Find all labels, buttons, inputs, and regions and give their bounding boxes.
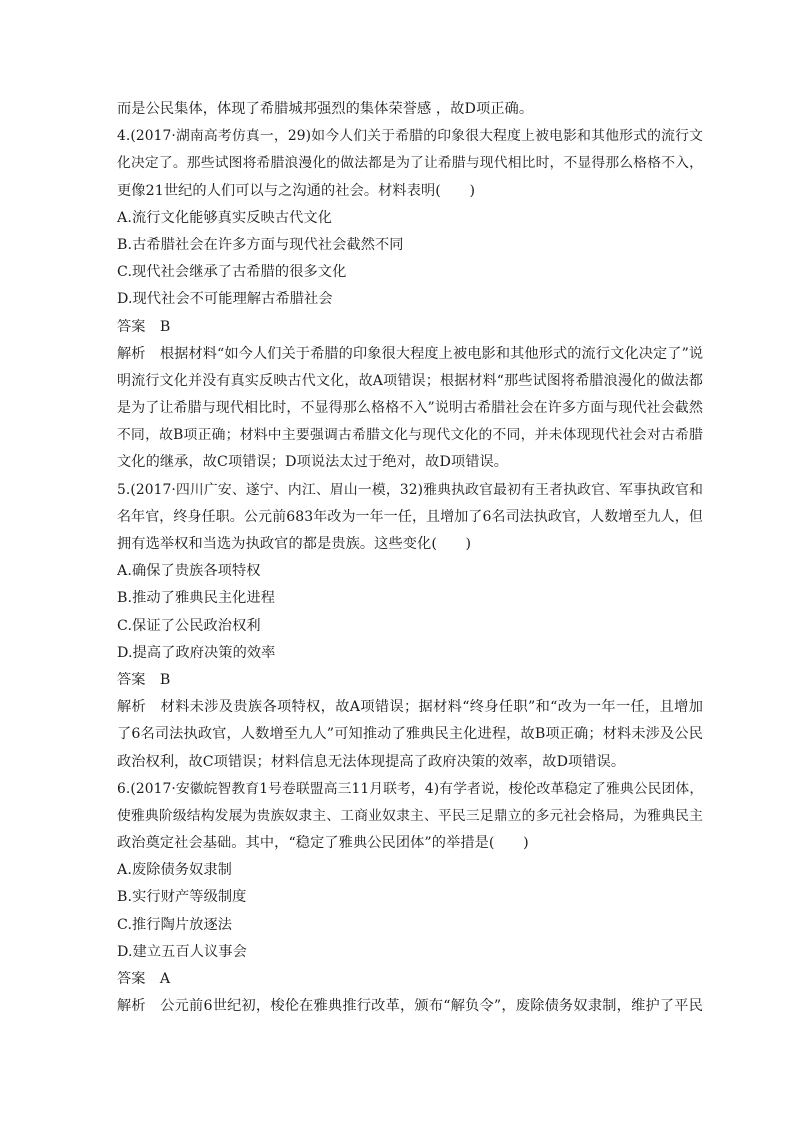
- text-line: A.废除债务奴隶制: [117, 862, 232, 879]
- text-line: 更像21世纪的人们可以与之沟通的社会。材料表明( ): [117, 182, 476, 199]
- text-line: 答案 B: [117, 671, 171, 688]
- text-line: 是为了让希腊与现代相比时，不显得那么格格不入”说明古希腊社会在许多方面与现代社会截然: [117, 400, 703, 417]
- text-line: 不同，故B项正确；材料中主要强调古希腊文化与现代文化的不同，并未体现现代社会对古希腊: [117, 427, 703, 444]
- text-line: 明流行文化并没有真实反映古代文化，故A项错误；根据材料“那些试图将希腊浪漫化的做法都: [117, 372, 703, 389]
- text-line: 化决定了。那些试图将希腊浪漫化的做法都是为了让希腊与现代相比时，不显得那么格格不入，: [117, 155, 703, 172]
- text-line: B.实行财产等级制度: [117, 889, 247, 906]
- text-line: 使雅典阶级结构发展为贵族奴隶主、工商业奴隶主、平民三足鼎立的多元社会格局，为雅典民主: [117, 807, 703, 824]
- text-line: 4.(2017·湖南高考仿真一，29)如今人们关于希腊的印象很大程度上被电影和其他形式的流行文: [117, 128, 703, 145]
- text-line: B.古希腊社会在许多方面与现代社会截然不同: [117, 236, 404, 253]
- text-line: D.建立五百人议事会: [117, 943, 247, 960]
- text-line: 解析 材料未涉及贵族各项特权，故A项错误；据材料“终身任职”和“改为一年一任，且增加: [117, 699, 703, 716]
- text-line: 拥有选举权和当选为执政官的都是贵族。这些变化( ): [117, 536, 472, 552]
- text-line: C.保证了公民政治权利: [117, 617, 261, 634]
- text-line: A.流行文化能够真实反映古代文化: [117, 209, 332, 226]
- text-line: 5.(2017·四川广安、遂宁、内江、眉山一模，32)雅典执政官最初有王者执政官、军事执政官和: [117, 481, 703, 498]
- document-page: [117, 96, 703, 1020]
- text-line: 解析 根据材料“如今人们关于希腊的印象很大程度上被电影和其他形式的流行文化决定了”说: [117, 345, 704, 362]
- text-line: 解析 公元前6世纪初，梭伦在雅典推行改革，颁布“解负令”，废除债务奴隶制，维护了平民: [117, 998, 703, 1015]
- text-line: A.确保了贵族各项特权: [117, 563, 261, 580]
- text-line: 而是公民集体，体现了希腊城邦强烈的集体荣誉感 ，故D项正确。: [117, 101, 534, 117]
- text-line: 答案 A: [117, 971, 171, 987]
- text-line: 政治奠定社会基础。其中，“稳定了雅典公民团体”的举措是( ): [117, 835, 529, 852]
- text-line: 文化的继承，故C项错误；D项说法太过于绝对，故D项错误。: [117, 454, 509, 471]
- text-line: C.推行陶片放逐法: [117, 916, 233, 933]
- text-line: D.提高了政府决策的效率: [117, 644, 276, 661]
- text-line: D.现代社会不可能理解古希腊社会: [117, 291, 333, 308]
- text-line: 6.(2017·安徽皖智教育1号卷联盟高三11月联考，4)有学者说，梭伦改革稳定了雅典公民团体，: [117, 780, 704, 797]
- text-line: C.现代社会继承了古希腊的很多文化: [117, 264, 347, 281]
- text-line: 了6名司法执政官，人数增至九人”可知推动了雅典民主化进程，故B项正确；材料未涉及公民: [117, 726, 703, 743]
- text-line: B.推动了雅典民主化进程: [117, 590, 276, 607]
- text-line: 答案 B: [117, 318, 171, 335]
- text-line: 名年官，终身任职。公元前683年改为一年一任，且增加了6名司法执政官，人数增至九人，但: [117, 508, 703, 525]
- text-line: 政治权利，故C项错误；材料信息无法体现提高了政府决策的效率，故D项错误。: [117, 753, 626, 770]
